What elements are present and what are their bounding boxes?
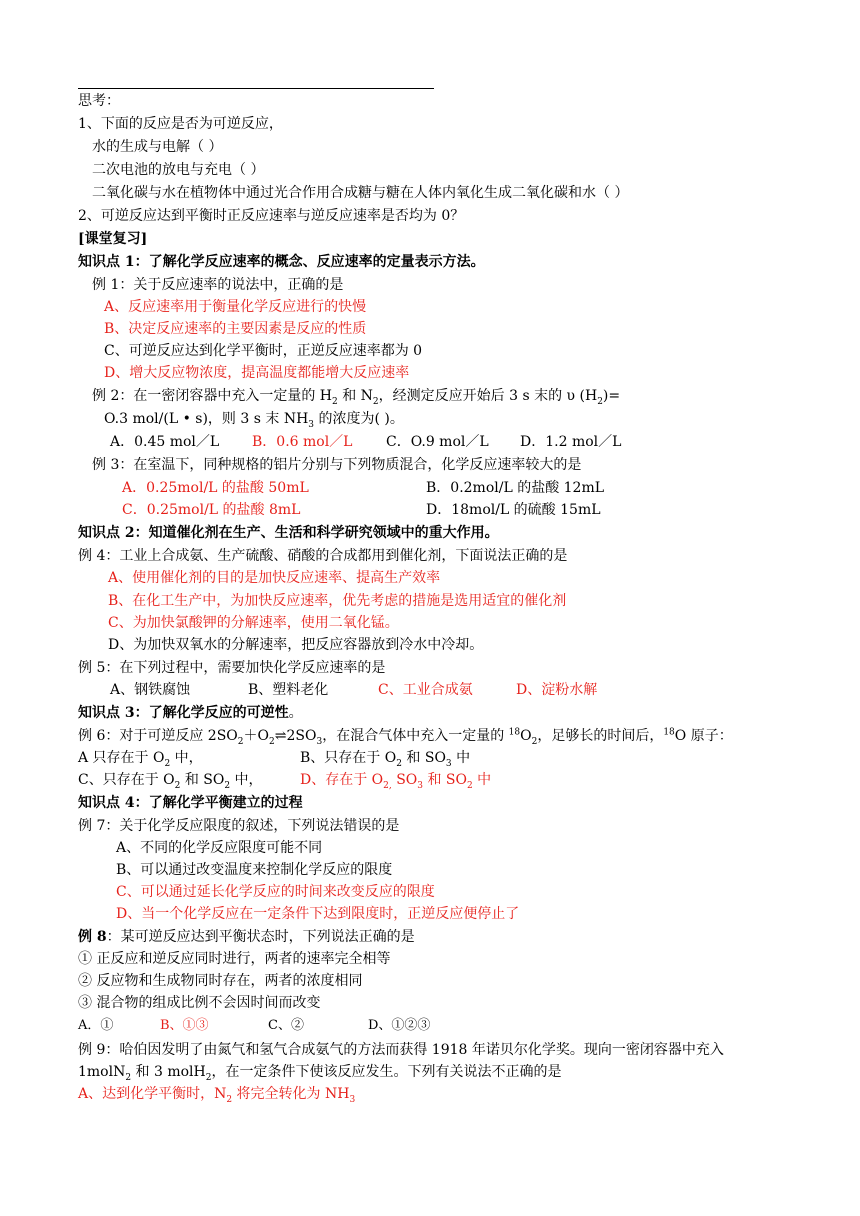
example-2-option-b: B．0.6 mol／L bbox=[252, 434, 353, 450]
example-5-option-c: C、工业合成氨 bbox=[378, 682, 473, 698]
example-1-option-a: A、反应速率用于衡量化学反应进行的快慢 bbox=[104, 299, 367, 315]
example-1-option-b: B、决定反应速率的主要因素是反应的性质 bbox=[104, 321, 367, 337]
text-run: B、只存在于 O bbox=[300, 750, 397, 766]
example-6-option-b bbox=[300, 748, 470, 768]
example-4-option-a: A、使用催化剂的目的是加快反应速率、提高生产效率 bbox=[108, 570, 441, 586]
text-run: 例 6：对于可逆反应 2SO bbox=[78, 728, 238, 744]
superscript: 18 bbox=[508, 727, 521, 738]
example-9-question: 例 9：哈伯因发明了由氮气和氢气合成氨气的方法而获得 1918 年诺贝尔化学奖。现向一密闭容器中充入 bbox=[78, 1042, 724, 1058]
example-2-question-cont bbox=[104, 409, 404, 429]
text-run: SO bbox=[391, 772, 418, 788]
example-2-option-a: A．0.45 mol／L bbox=[110, 434, 220, 450]
example-2-option-c: C．O.9 mol／L bbox=[386, 434, 489, 450]
example-7-option-a: A、不同的化学反应限度可能不同 bbox=[116, 840, 323, 856]
knowledge-point-4-title: 知识点 4：了解化学平衡建立的过程 bbox=[78, 795, 303, 811]
example-8-label: 例 8 bbox=[78, 929, 107, 945]
title-text: 知识点 3：了解化学反应的可逆性 bbox=[78, 705, 289, 721]
example-7-option-b: B、可以通过改变温度来控制化学反应的限度 bbox=[116, 862, 393, 878]
example-9-option-a bbox=[78, 1084, 355, 1104]
example-8-statement-2: ② 反应物和生成物同时存在，两者的浓度相同 bbox=[78, 973, 363, 989]
review-heading: [课堂复习] bbox=[78, 231, 148, 247]
text-run: D、存在于 O bbox=[300, 772, 384, 788]
subscript: 3 bbox=[308, 419, 315, 430]
think-label: 思考： bbox=[78, 93, 120, 109]
example-3-option-a: A．0.25mol/L 的盐酸 50mL bbox=[122, 480, 309, 496]
question-1-a: 水的生成与电解（ ） bbox=[92, 139, 223, 155]
subscript: 3 bbox=[316, 736, 323, 747]
text-run: O bbox=[520, 728, 532, 744]
title-end: 。 bbox=[288, 705, 303, 721]
example-2-option-d: D．1.2 mol／L bbox=[520, 434, 622, 450]
subscript: 3 bbox=[445, 758, 452, 769]
text-run: O 原子： bbox=[674, 728, 733, 744]
example-5-option-b: B、塑料老化 bbox=[248, 682, 329, 698]
example-7-option-d: D、当一个化学反应在一定条件下达到限度时，正逆反应便停止了 bbox=[116, 906, 520, 922]
question-2: 2、可逆反应达到平衡时正反应速率与逆反应速率是否均为 0？ bbox=[78, 208, 465, 224]
knowledge-point-2-title: 知识点 2：知道催化剂在生产、生活和科学研究领域中的重大作用。 bbox=[78, 525, 499, 541]
example-3-option-b: B．0.2mol/L 的盐酸 12mL bbox=[426, 480, 605, 496]
text-run: 中 bbox=[472, 772, 492, 788]
example-6-option-d bbox=[300, 770, 491, 790]
example-6-option-c bbox=[78, 770, 263, 790]
text-run: ，足够长的时间后， bbox=[537, 728, 664, 744]
superscript: 18 bbox=[663, 727, 675, 738]
subscript: 2 bbox=[372, 396, 379, 407]
subscript: 2 bbox=[164, 758, 171, 769]
example-4-question: 例 4：工业上合成氨、生产硫酸、硝酸的合成都用到催化剂，下面说法正确的是 bbox=[78, 548, 568, 564]
example-8-statement-1: ① 正反应和逆反应同时进行，两者的速率完全相等 bbox=[78, 951, 391, 967]
example-8-statement-3: ③ 混合物的组成比例不会因时间而改变 bbox=[78, 995, 321, 1011]
text-run: ⇌2SO bbox=[274, 728, 317, 744]
example-6-option-a bbox=[78, 748, 203, 768]
subscript: 2, bbox=[383, 780, 392, 791]
example-8-question bbox=[78, 927, 415, 947]
text-run: A、达到化学平衡时，N bbox=[78, 1086, 227, 1102]
text-run: 和 SO bbox=[180, 772, 225, 788]
subscript: 2 bbox=[597, 396, 603, 407]
subscript: 2 bbox=[269, 736, 275, 747]
example-5-question: 例 5：在下列过程中，需要加快化学反应速率的是 bbox=[78, 660, 386, 676]
example-7-question: 例 7：关于化学反应限度的叙述，下列说法错误的是 bbox=[78, 818, 400, 834]
text-run: 例 2：在一密闭容器中充入一定量的 H bbox=[92, 388, 333, 404]
subscript: 2 bbox=[531, 736, 538, 747]
text-run: 中 bbox=[451, 750, 471, 766]
subscript: 2 bbox=[466, 780, 473, 791]
subscript: 3 bbox=[349, 1094, 356, 1105]
example-7-option-c: C、可以通过延长化学反应的时间来改变反应的限度 bbox=[116, 884, 435, 900]
example-1-option-c: C、可逆反应达到化学平衡时，正逆反应速率都为 0 bbox=[104, 343, 423, 359]
subscript: 2 bbox=[174, 780, 181, 791]
example-3-option-c: C．0.25mol/L 的盐酸 8mL bbox=[122, 502, 301, 518]
example-4-option-c: C、为加快氯酸钾的分解速率，使用二氧化锰。 bbox=[108, 615, 399, 631]
text-run: ，在一定条件下使该反应发生。下列有关说法不正确的是 bbox=[211, 1064, 562, 1080]
question-1: 1、下面的反应是否为可逆反应， bbox=[78, 116, 283, 132]
text-run: 和 SO bbox=[401, 750, 446, 766]
example-3-option-d: D．18mol/L 的硫酸 15mL bbox=[426, 502, 601, 518]
text-run: ＋O bbox=[243, 728, 270, 744]
text-run: ：某可逆反应达到平衡状态时，下列说法正确的是 bbox=[106, 929, 415, 945]
text-run: 和 N bbox=[337, 388, 373, 404]
example-5-option-d: D、淀粉水解 bbox=[516, 682, 598, 698]
example-1-question: 例 1：关于反应速率的说法中，正确的是 bbox=[92, 277, 344, 293]
knowledge-point-3-title bbox=[78, 703, 303, 723]
text-run: 的浓度为( )。 bbox=[314, 411, 404, 427]
text-run: A 只存在于 O bbox=[78, 750, 165, 766]
example-8-option-b: B、①③ bbox=[160, 1018, 209, 1033]
subscript: 3 bbox=[417, 780, 424, 791]
example-8-option-c: C、② bbox=[268, 1018, 304, 1033]
text-run: O.3 mol/(L • s)，则 3 s 末 NH bbox=[104, 411, 309, 427]
subscript: 2 bbox=[205, 1072, 212, 1083]
example-9-question-cont bbox=[78, 1062, 561, 1082]
subscript: 2 bbox=[224, 780, 231, 791]
example-6-question bbox=[78, 726, 733, 746]
subscript: 2 bbox=[237, 736, 244, 747]
example-8-option-d: D、①②③ bbox=[368, 1018, 431, 1033]
example-8-option-a: A．① bbox=[78, 1018, 114, 1033]
question-1-b: 二次电池的放电与充电（ ） bbox=[92, 162, 265, 178]
example-4-option-b: B、在化工生产中，为加快反应速率，优先考虑的措施是选用适宜的催化剂 bbox=[108, 593, 567, 609]
example-3-question: 例 3：在室温下，同种规格的铝片分别与下列物质混合，化学反应速率较大的是 bbox=[92, 457, 582, 473]
text-run: C、只存在于 O bbox=[78, 772, 175, 788]
text-run: ，经测定反应开始后 3 s 末的 υ (H bbox=[378, 388, 598, 404]
example-1-option-d: D、增大反应物浓度，提高温度都能增大反应速率 bbox=[104, 365, 410, 381]
text-run: 将完全转化为 NH bbox=[232, 1086, 350, 1102]
subscript: 2 bbox=[125, 1072, 132, 1083]
text-run: 和 SO bbox=[423, 772, 467, 788]
text-run: )= bbox=[602, 388, 621, 404]
text-run: 中， bbox=[230, 772, 263, 788]
subscript: 2 bbox=[226, 1094, 233, 1105]
example-5-option-a: A、钢铁腐蚀 bbox=[110, 682, 191, 698]
knowledge-point-1-title: 知识点 1：了解化学反应速率的概念、反应速率的定量表示方法。 bbox=[78, 254, 485, 270]
subscript: 2 bbox=[332, 396, 338, 407]
question-1-c: 二氧化碳与水在植物体中通过光合作用合成糖与糖在人体内氧化生成二氧化碳和水（ ） bbox=[92, 185, 629, 201]
text-run: 和 3 molH bbox=[131, 1064, 206, 1080]
text-run: 1molN bbox=[78, 1064, 126, 1080]
example-2-question bbox=[92, 386, 620, 406]
top-rule bbox=[78, 88, 434, 89]
text-run: ，在混合气体中充入一定量的 bbox=[322, 728, 509, 744]
subscript: 2 bbox=[396, 758, 402, 769]
example-4-option-d: D、为加快双氧水的分解速率，把反应容器放到冷水中冷却。 bbox=[108, 637, 484, 653]
text-run: 中， bbox=[170, 750, 203, 766]
